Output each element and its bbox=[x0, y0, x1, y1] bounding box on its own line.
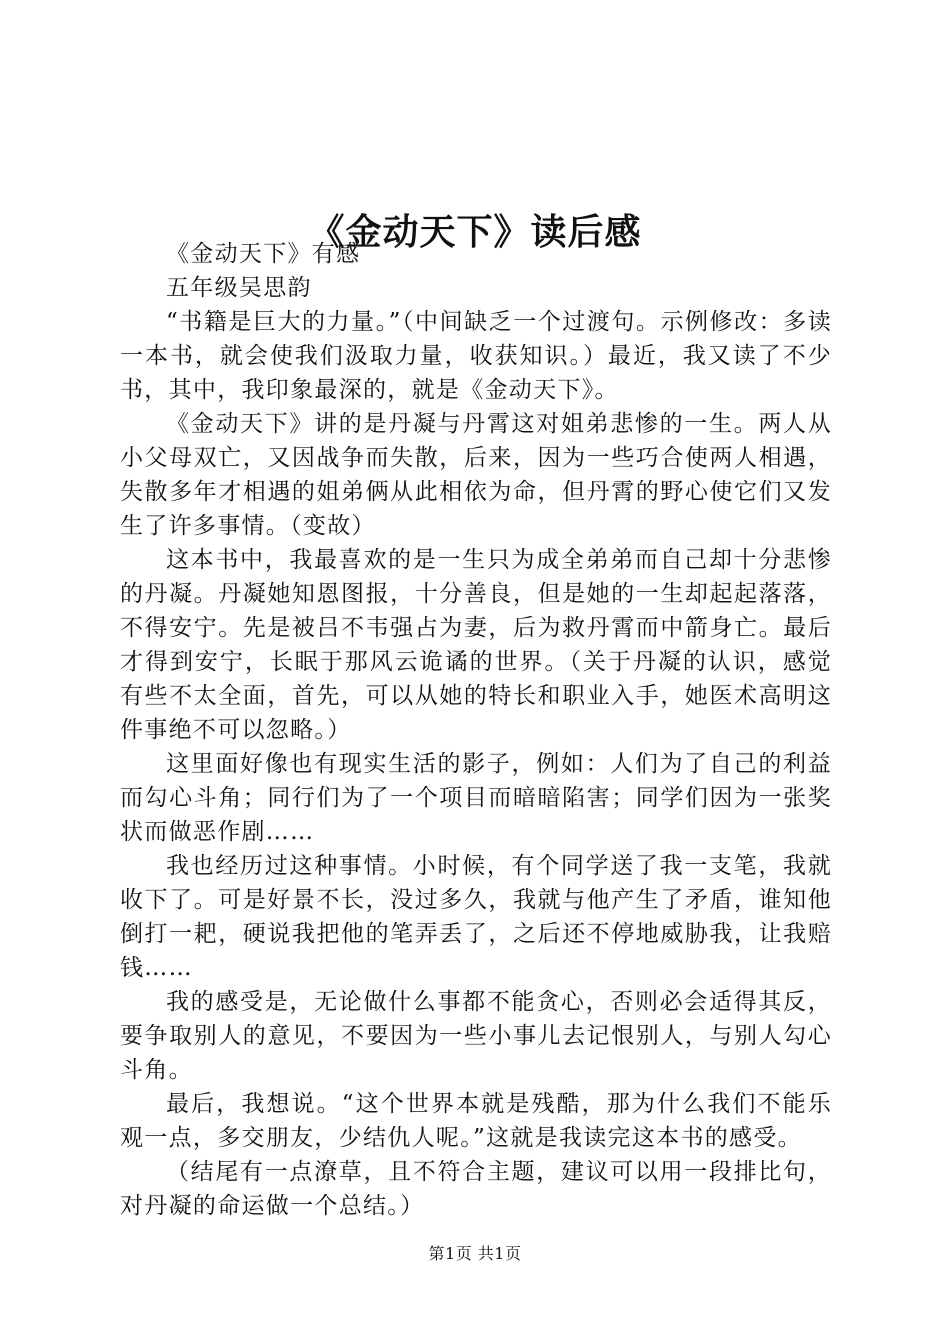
paragraph-intro: “书籍是巨大的力量。”（中间缺乏一个过渡句。示例修改：多读一本书，就会使我们汲取力量，收获知识。）最近，我又读了不少书，其中，我印象最深的，就是《金动天下》。 bbox=[120, 309, 832, 403]
document-body bbox=[120, 237, 832, 1223]
paragraph-summary: 《金动天下》讲的是丹凝与丹霄这对姐弟悲惨的一生。两人从小父母双亡，又因战争而失散，后来，因为一些巧合使两人相遇，失散多年才相遇的姐弟俩从此相依为命，但丹霄的野心使它们又发生了许多事情。（变故） bbox=[120, 411, 832, 539]
paragraph-favorite-character: 这本书中，我最喜欢的是一生只为成全弟弟而自己却十分悲惨的丹凝。丹凝她知恩图报，十分善良，但是她的一生却起起落落，不得安宁。先是被吕不韦强占为妻，后为救丹霄而中箭身亡。最后才得到安宁，长眠于那风云诡谲的世界。（关于丹凝的认识，感觉有些不太全面，首先，可以从她的特长和职业入手，她医术高明这件事绝不可以忽略。） bbox=[120, 547, 832, 743]
paragraph-reality: 这里面好像也有现实生活的影子，例如：人们为了自己的利益而勾心斗角；同行们为了一个项目而暗暗陷害；同学们因为一张奖状而做恶作剧…… bbox=[120, 751, 832, 845]
paragraph-conclusion: 最后，我想说。“这个世界本就是残酷，那为什么我们不能乐观一点，多交朋友，少结仇人呢。”这就是我读完这本书的感受。 bbox=[120, 1091, 832, 1151]
document-title: 《金动天下》读后感 bbox=[308, 211, 642, 254]
page-number: 第1页 共1页 bbox=[428, 1244, 522, 1263]
paragraph-feeling: 我的感受是，无论做什么事都不能贪心，否则必会适得其反，要争取别人的意见，不要因为一些小事儿去记恨别人，与别人勾心斗角。 bbox=[120, 989, 832, 1083]
paragraph-author: 五年级吴思韵 bbox=[166, 275, 312, 301]
paragraph-subtitle: 《金动天下》有感 bbox=[166, 241, 361, 267]
paragraph-experience: 我也经历过这种事情。小时候，有个同学送了我一支笔，我就收下了。可是好景不长，没过多久，我就与他产生了矛盾，谁知他倒打一耙，硬说我把他的笔弄丢了，之后还不停地威胁我，让我赔钱…… bbox=[120, 853, 832, 981]
paragraph-teacher-comment: （结尾有一点潦草，且不符合主题，建议可以用一段排比句，对丹凝的命运做一个总结。） bbox=[120, 1159, 832, 1219]
